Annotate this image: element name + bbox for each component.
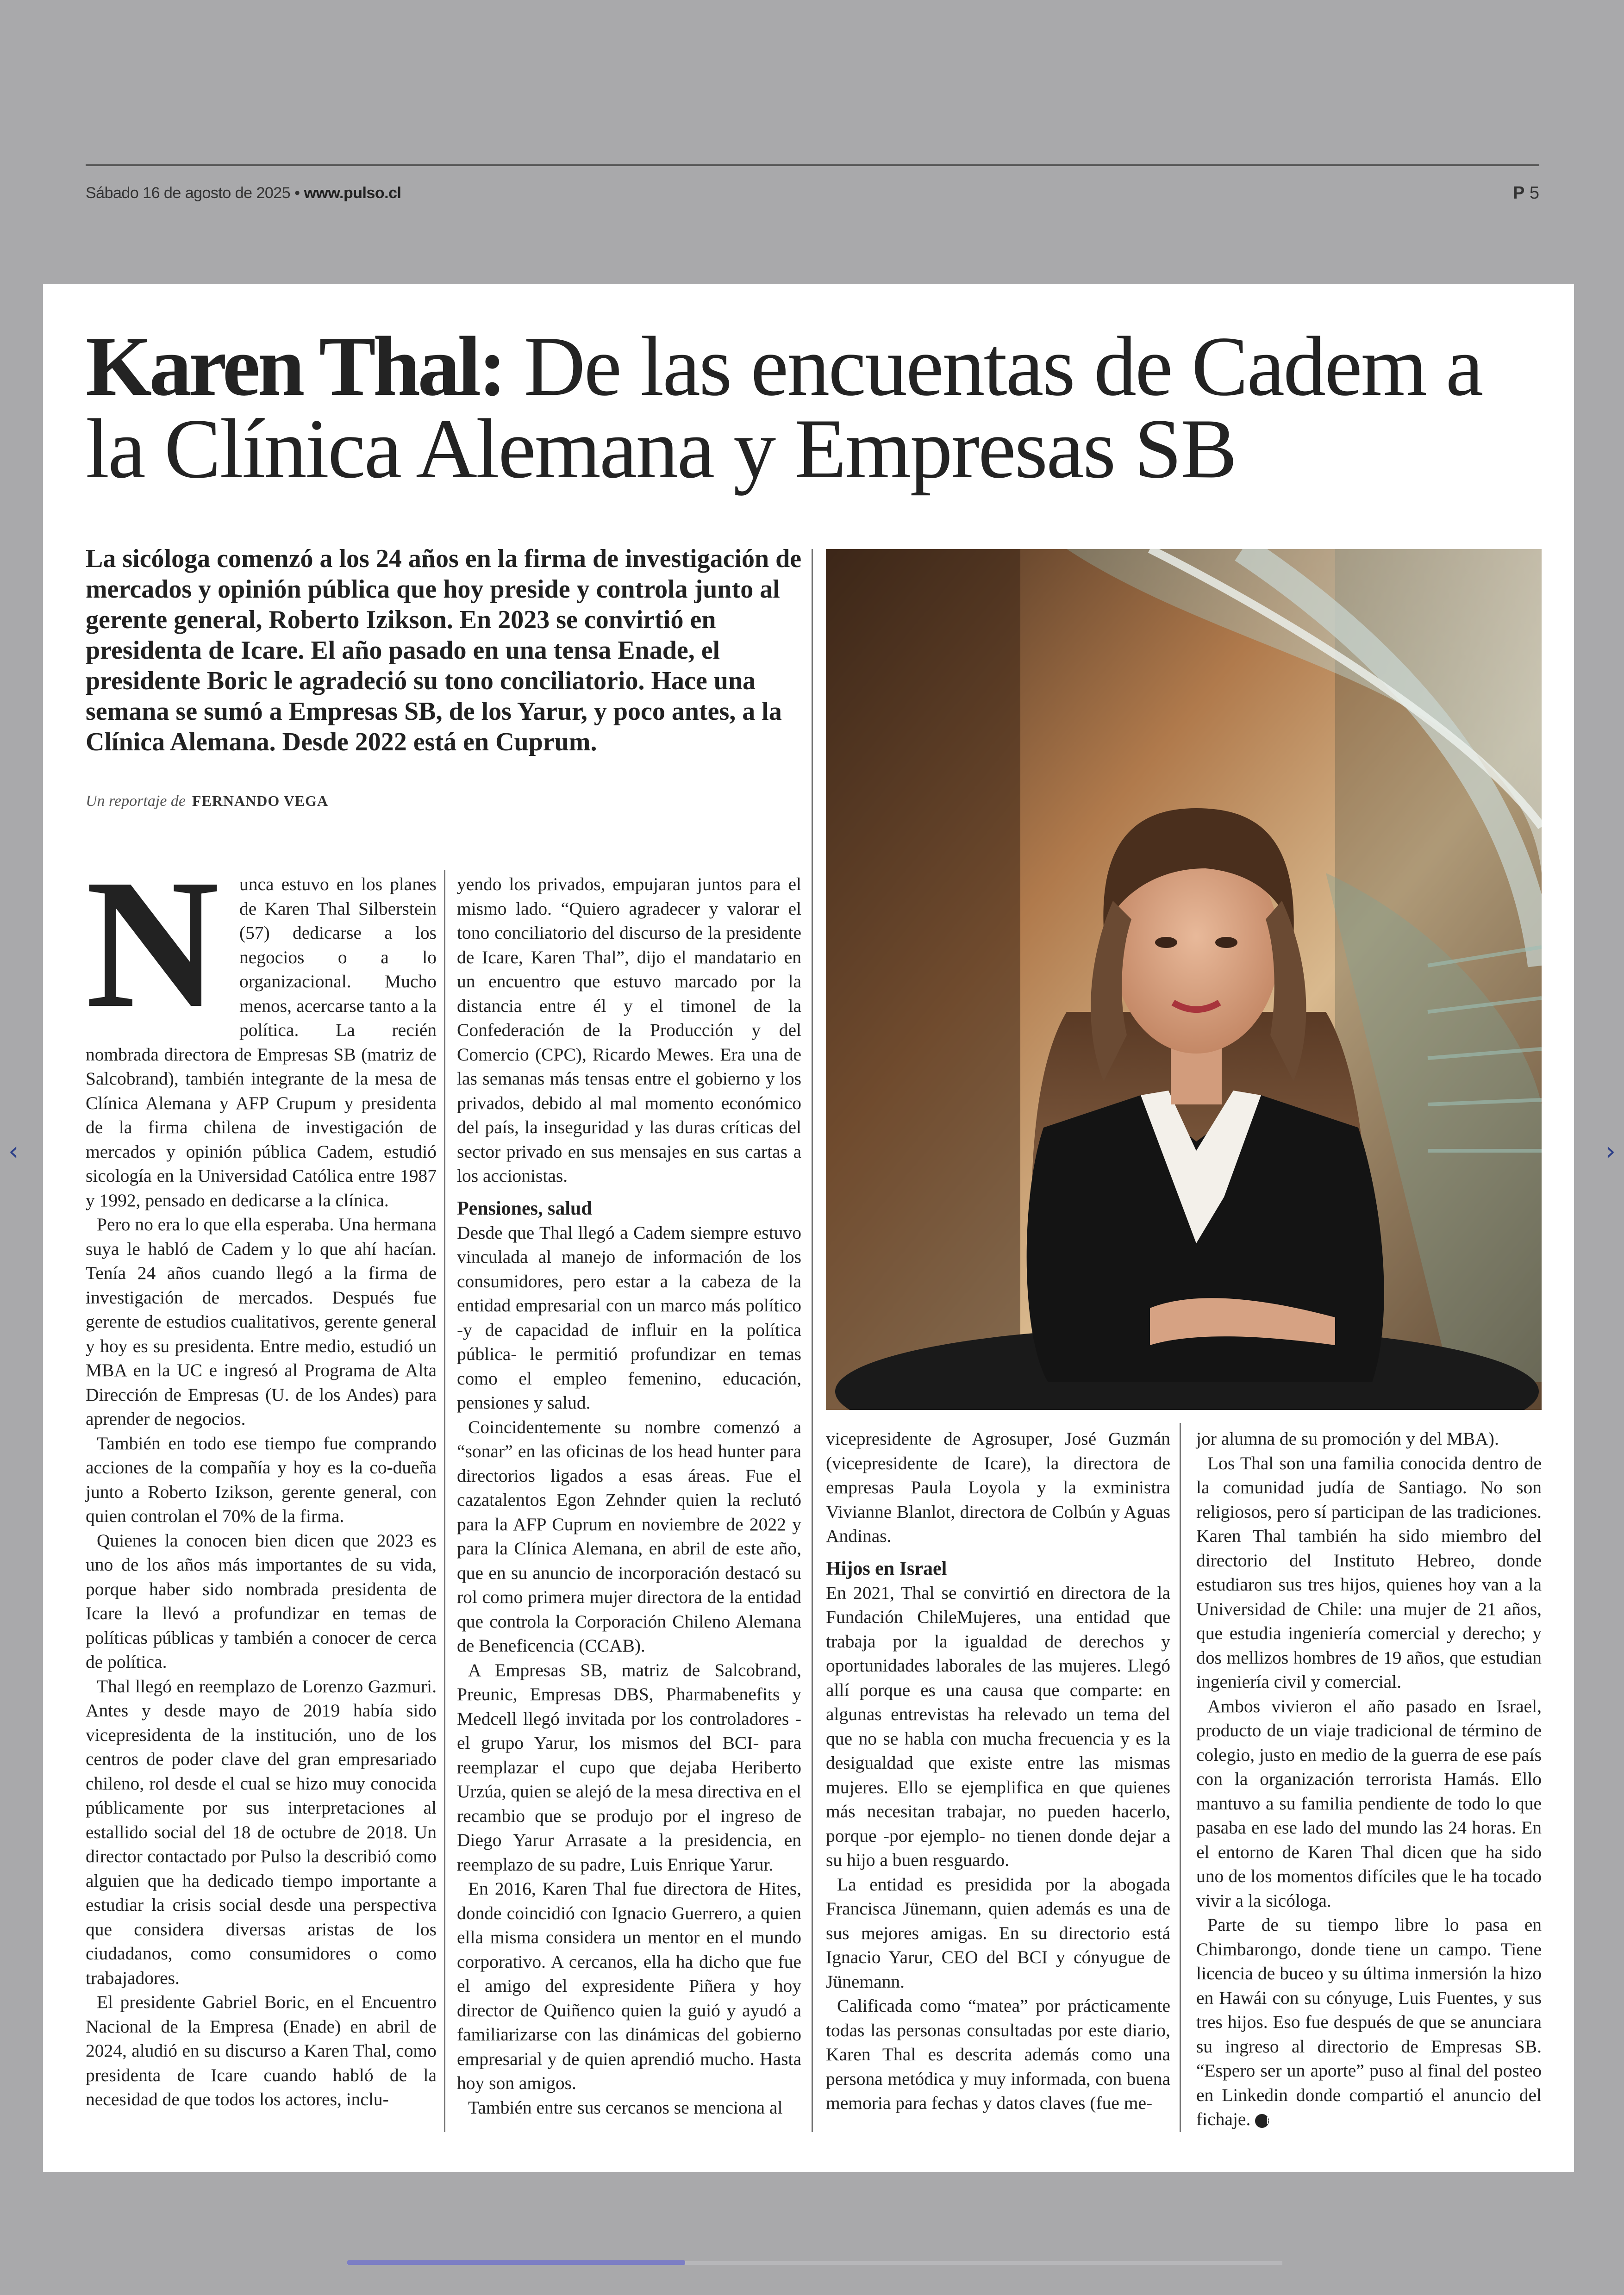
portrait-photo bbox=[826, 549, 1542, 1410]
paragraph: Quienes la conocen bien dicen que 2023 es uno de los años más importantes de su vida, porque haber sido nombrada presidenta de Icare la llevó a profundizar en temas de políticas públicas y también a conocer de cerca de política. bbox=[86, 1530, 437, 1672]
column-divider bbox=[812, 549, 813, 2132]
paragraph: También entre sus cercanos se menciona al bbox=[468, 2097, 783, 2118]
article-lede: La sicóloga comenzó a los 24 años en la firma de investigación de mercados y opinión pública que hoy preside y controla junto al gerente general, Roberto Izikson. En 2023 se convirtió en presidenta de Icare. El año pasado en una tensa Enade, el presidente Boric le agradeció su tono conciliatorio. Hace una semana se sumó a Empresas SB, de los Yarur, y poco antes, a la Clínica Alemana. Desde 2022 está en Cuprum. bbox=[86, 544, 802, 756]
header-rule bbox=[86, 164, 1539, 166]
article-headline: Karen Thal: De las encuentas de Cadem a la Clínica Alemana y Empresas SB bbox=[86, 319, 1482, 496]
paragraph: jor alumna de su promoción y del MBA). bbox=[1196, 1428, 1499, 1449]
paragraph: A Empresas SB, matriz de Salcobrand, Preunic, Empresas DBS, Pharmabenefits y Medcell llegó invitada por los controladores -el grupo Yarur, los mismos del BCI- para reemplazar el cupo que dejaba Heriberto Urzúa, quien se alejó de la mesa directiva en el recambio que se produjo por el ingreso de Diego Yarur Arrasate a la presidencia, en reemplazo de su padre, Luis Enrique Yarur. bbox=[457, 1659, 801, 1875]
byline: Un reportaje de FERNANDO VEGA bbox=[86, 792, 329, 810]
paragraph: Los Thal son una familia conocida dentro de la comunidad judía de Santiago. No son religiosos, pero sí participan de las tradiciones. Karen Thal también ha sido miembro del directorio del Instituto Hebreo, donde estudiaron sus tres hijos, quienes hoy van a la Universidad de Chile: una mujer de 21 años, que estudia ingeniería comercial y derecho; y dos mellizos hombres de 19 años, que estudian ingeniería civil y comercial. bbox=[1196, 1453, 1542, 1692]
headline-name: Karen Thal bbox=[86, 319, 479, 413]
previous-page-arrow-icon[interactable]: ‹ bbox=[8, 1136, 19, 1166]
article-page bbox=[43, 284, 1574, 2172]
next-page-arrow-icon[interactable]: › bbox=[1605, 1136, 1616, 1166]
column-divider bbox=[444, 870, 445, 2132]
header-site[interactable]: www.pulso.cl bbox=[304, 184, 401, 202]
portrait-illustration bbox=[826, 549, 1542, 1410]
paragraph: Desde que Thal llegó a Cadem siempre estuvo vinculada al manejo de información de los consumidores, pero estar a la cabeza de la entidad empresarial con un marco más político -y de capacidad de influir en la política pública- le permitió profundizar en temas como el empleo femenino, educación, pensiones y salud. bbox=[457, 1222, 801, 1413]
article-column-1 bbox=[86, 841, 437, 2112]
section-heading-israel: Hijos en Israel bbox=[826, 1558, 947, 1579]
paragraph: También en todo ese tiempo fue comprando acciones de la compañía y hoy es la co-dueña junto a Roberto Izikson, gerente general, con quien controlan el 70% de la firma. bbox=[86, 1433, 437, 1526]
paragraph: En 2021, Thal se convirtió en directora de la Fundación ChileMujeres, una entidad que trabaja por la igualdad de derechos y oportunidades laborales de las mujeres. Llegó allí porque es una causa que comparte: en algunas entrevistas ha relevado un tema del que no se habla con mucha frecuencia y es la desigualdad que existe entre las mismas mujeres. Ello se ejemplifica en que quienes más necesitan trabajar, no pueden hacerlo, porque -por ejemplo- no tienen donde dejar a su hijo a buen resguardo. bbox=[826, 1582, 1170, 1870]
page-scroll-thumb[interactable] bbox=[347, 2260, 685, 2265]
paragraph: El presidente Gabriel Boric, en el Encuentro Nacional de la Empresa (Enade) en abril de 2024, aludió en su discurso a Karen Thal, como presidenta de Icare cuando habló de la necesidad de que todos los actores, inclu- bbox=[86, 1992, 437, 2109]
end-mark-icon: P bbox=[1255, 2114, 1269, 2128]
column-divider bbox=[1180, 1423, 1181, 2132]
byline-author: FERNANDO VEGA bbox=[192, 792, 329, 809]
section-heading-pensiones: Pensiones, salud bbox=[457, 1197, 592, 1219]
paragraph: unca estuvo en los planes de Karen Thal Silberstein (57) dedicarse a los negocios o a lo organizacional. Mucho menos, acercarse tanto a la política. La recién nombrada directora de Empresas SB (matriz de Salcobrand), también integrante de la mesa de Clínica Alemana y AFP Crupum y presidenta de la firma chilena de investigación de mercados y opinión pública Cadem, estudió sicología en la Universidad Católica entre 1987 y 1992, pensado en dedicarse a la clínica. bbox=[86, 874, 437, 1210]
headline-rest: De las encuentas de Cadem a la Clínica Alemana y Empresas SB bbox=[86, 319, 1482, 496]
paragraph: Thal llegó en reemplazo de Lorenzo Gazmuri. Antes y desde mayo de 2019 había sido vicepresidenta de la institución, uno de los centros de poder clave del gran empresariado chileno, rol desde el cual se hizo muy conocida públicamente por sus interpretaciones al estallido social del 18 de octubre de 2018. Un director contactado por Pulso la describió como alguien que ha dedicado tiempo importante a estudiar la crisis social desde una perspectiva que considera diversas aristas de los ciudadanos, como consumidores o como trabajadores. bbox=[86, 1676, 437, 1988]
paragraph: Ambos vivieron el año pasado en Israel, producto de un viaje tradicional de término de colegio, justo en medio de la guerra de ese país con la organización terrorista Hamás. Ello mantuvo a su familia pendiente de todo lo que pasaba en ese lado del mundo las 24 horas. En el entorno de Karen Thal dicen que ha sido uno de los momentos difíciles que le ha tocado vivir a la sicóloga. bbox=[1196, 1696, 1542, 1911]
article-column-2 bbox=[457, 872, 801, 2120]
paragraph: Pero no era lo que ella esperaba. Una hermana suya le habló de Cadem y lo que ahí hacían. Tenía 24 años cuando llegó a la firma de investigación de mercados. Después fue gerente de estudios cualitativos, gerente general y hoy es su presidenta. Entre medio, estudió un MBA en la UC e ingresó al Programa de Alta Dirección de Empresas (U. de los Andes) para aprender de negocios. bbox=[86, 1214, 437, 1429]
paragraph: yendo los privados, empujaran juntos para el mismo lado. “Quiero agradecer y valorar el tono conciliatorio del discurso de la presidente de Icare, Karen Thal”, dijo el mandatario en un encuentro que estuvo marcado por la distancia entre él y el timonel de la Confederación de la Producción y del Comercio (CPC), Ricardo Mewes. Era una de las semanas más tensas entre el gobierno y los privados, debido al mal momento económico del país, la inseguridad y las duras críticas del sector privado en sus mensajes en sus cartas a los accionistas. bbox=[457, 874, 801, 1186]
paragraph: vicepresidente de Agrosuper, José Guzmán (vicepresidente de Icare), la directora de empresas Paula Loyola y la exministra Vivianne Blanlot, directora de Colbún y Aguas Andinas. bbox=[826, 1428, 1170, 1546]
paragraph: La entidad es presidida por la abogada Francisca Jünemann, quien además es una de sus mejores amigas. En su directorio está Ignacio Yarur, CEO del BCI y cónyugue de Jünemann. bbox=[826, 1874, 1170, 1992]
paragraph: Coincidentemente su nombre comenzó a “sonar” en las oficinas de los head hunter para directorios ligados a esas áreas. Fue el cazatalentos Egon Zehnder quien la reclutó para la AFP Cuprum en noviembre de 2022 y para la Clínica Alemana, en abril de este año, que en su anuncio de incorporación destacó su rol como primera mujer directora de la entidad que controla la Corporación Chileno Alemana de Beneficencia (CCAB). bbox=[457, 1416, 801, 1656]
page-number: P 5 bbox=[1512, 183, 1539, 203]
header-date-line: Sábado 16 de agosto de 2025 • www.pulso.cl bbox=[86, 184, 401, 202]
paragraph: Parte de su tiempo libre lo pasa en Chimbarongo, donde tiene un campo. Tiene licencia de buceo y su última inmersión la hizo en Hawái con su cónyuge, Luis Fuentes, y sus tres hijos. Eso fue después de que se anunciara su ingreso al directorio de Empresas SB. “Espero ser un aporte” puso al final del posteo en Linkedin donde compartió el anuncio del fichaje. P bbox=[1196, 1915, 1542, 2129]
paragraph: Calificada como “matea” por prácticamente todas las personas consultadas por este diario, Karen Thal es descrita además como una persona metódica y muy informada, con buena memoria para fechas y datos claves (fue me- bbox=[826, 1996, 1170, 2113]
header-date: Sábado 16 de agosto de 2025 bbox=[86, 184, 291, 202]
paragraph: En 2016, Karen Thal fue directora de Hites, donde coincidió con Ignacio Guerrero, a quien ella misma considera un mentor en el mundo corporativo. A cercanos, ella ha dicho que fue el amigo del expresidente Piñera y hoy director de Quiñenco quien la guió y ayudó a familiarizarse con las dinámicas del gobierno empresarial y de quien aprendió mucho. Hasta hoy son amigos. bbox=[457, 1878, 801, 2093]
article-column-4 bbox=[1196, 1427, 1542, 2132]
article-column-3 bbox=[826, 1427, 1170, 2115]
drop-cap: N bbox=[86, 841, 219, 1046]
